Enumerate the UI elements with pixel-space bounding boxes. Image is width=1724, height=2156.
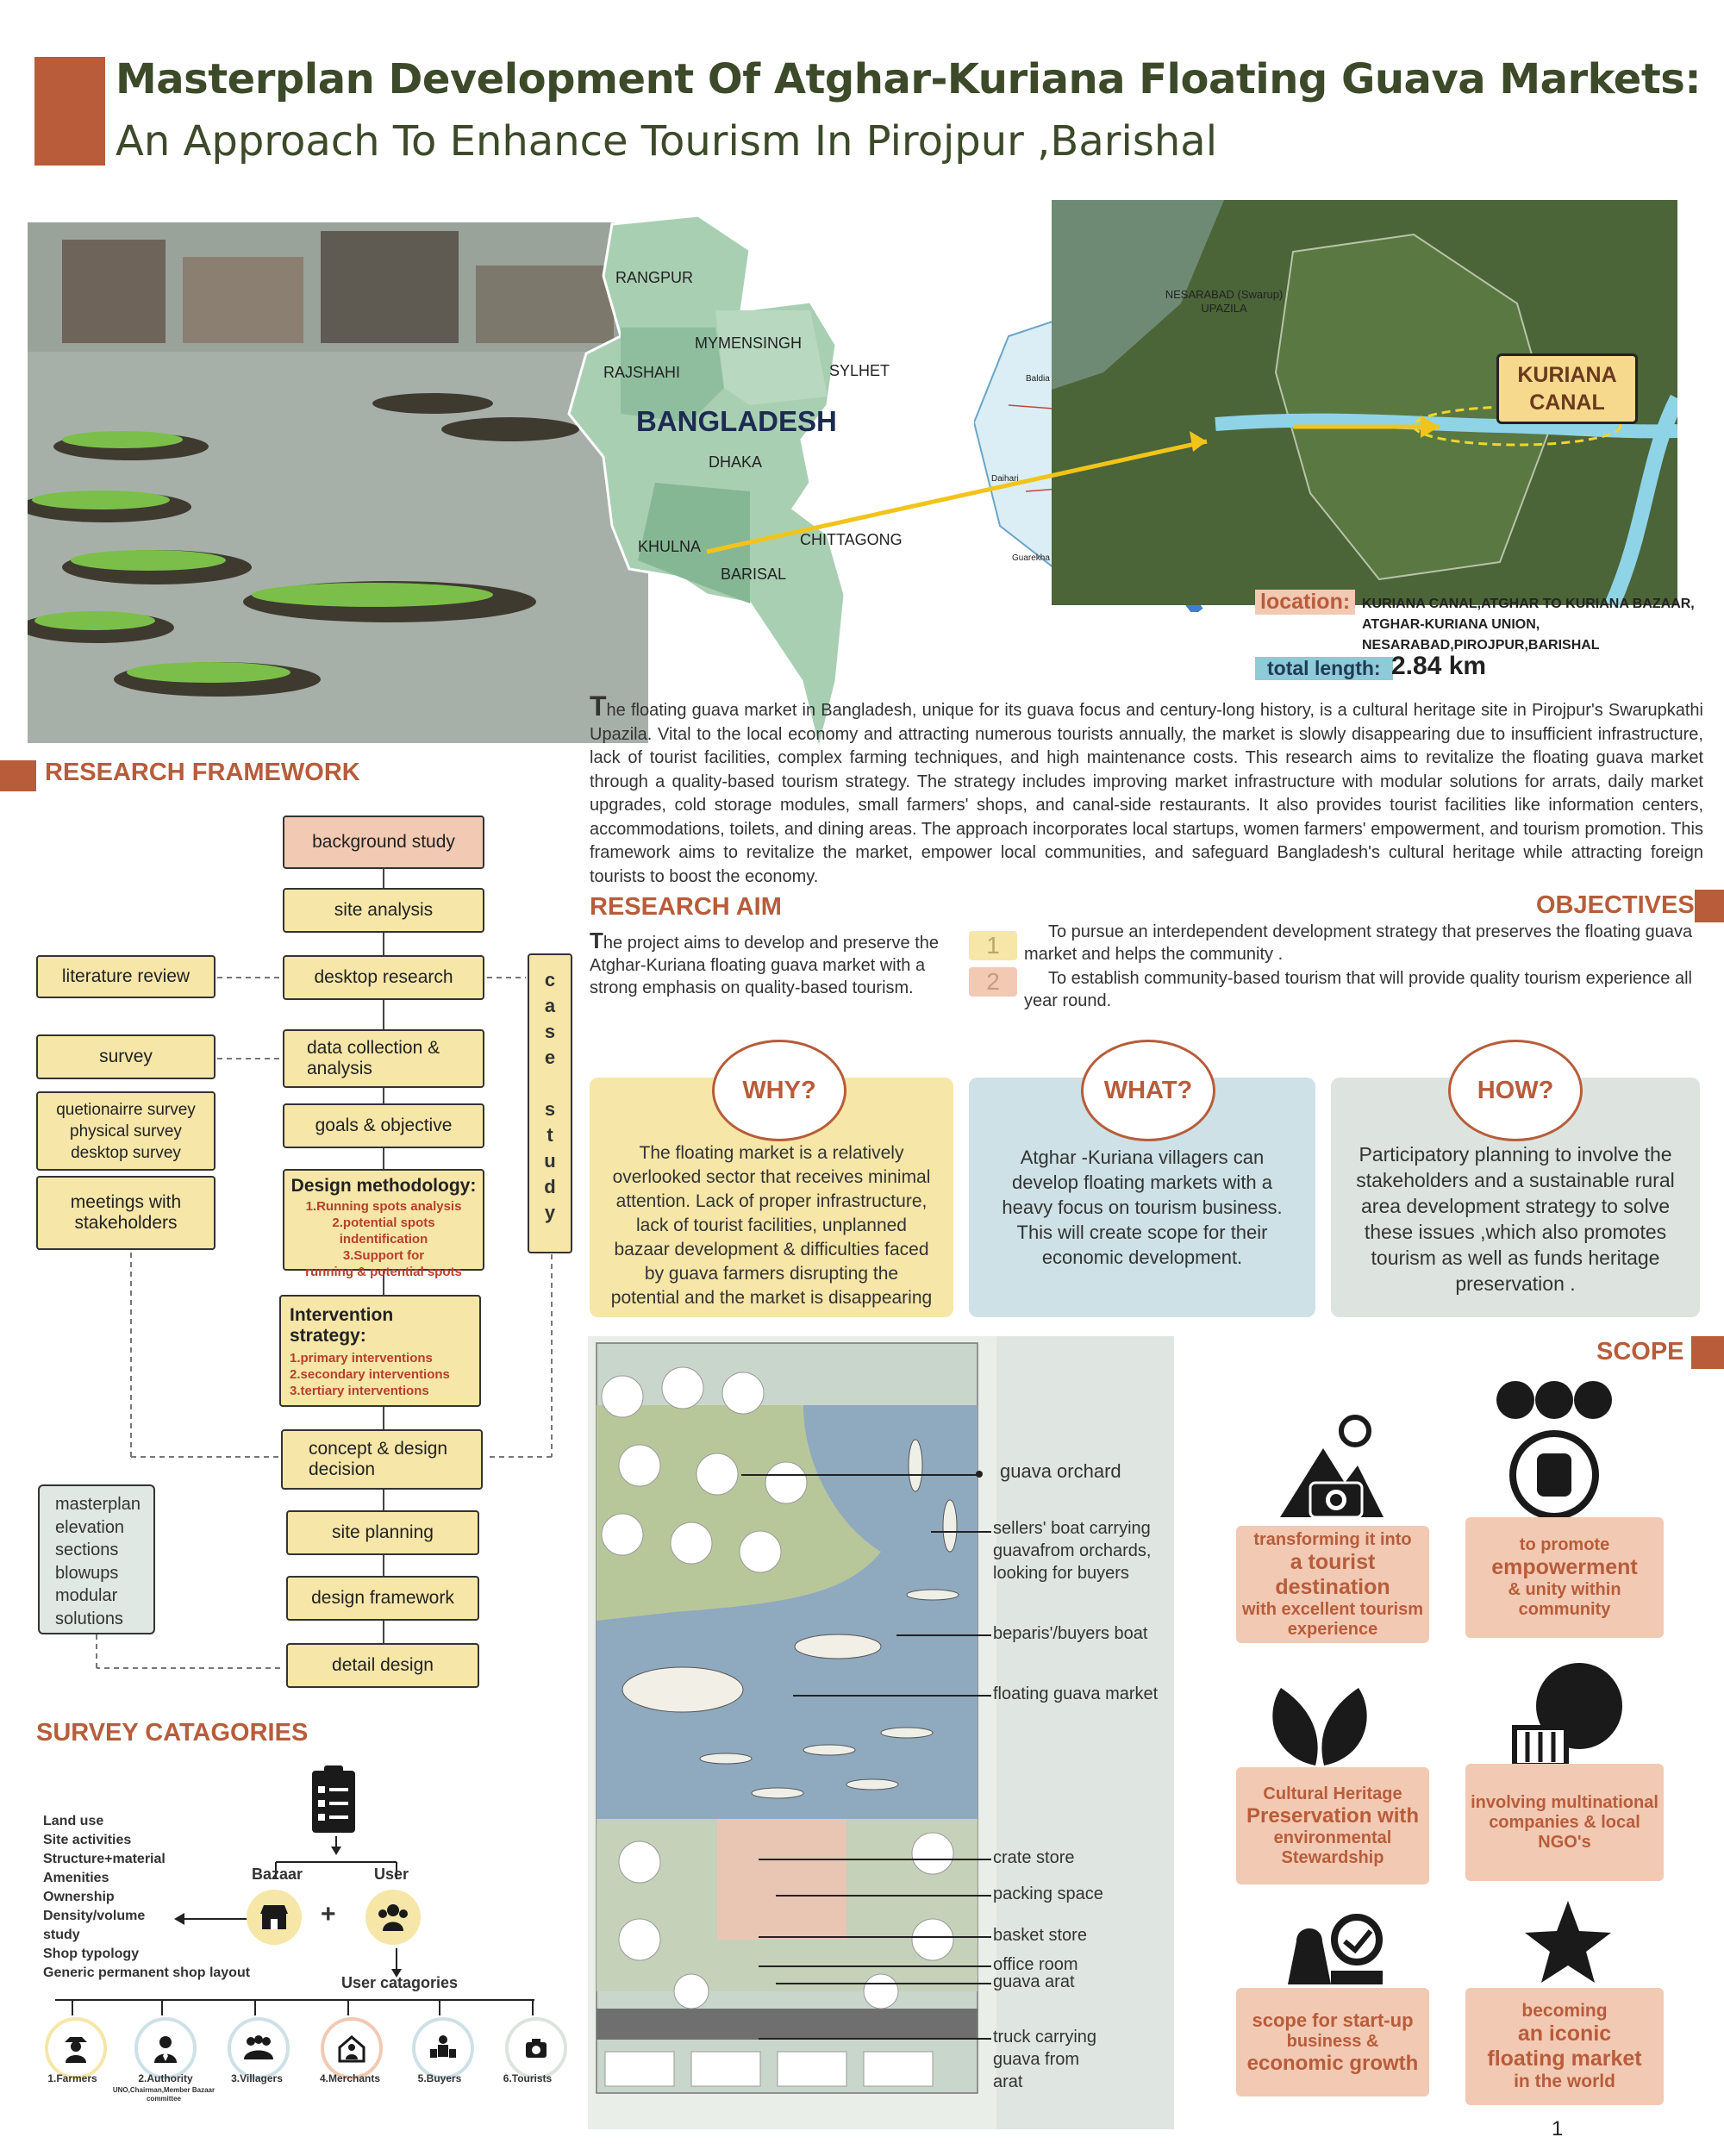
case-letter: u xyxy=(544,1150,556,1172)
place-label: Guarekha xyxy=(1012,553,1050,563)
framework-heading: RESEARCH FRAMEWORK xyxy=(45,759,360,786)
region-label: DHAKA xyxy=(709,453,763,471)
category-label: 6.Tourists xyxy=(503,2072,553,2084)
label-office-room: office room xyxy=(993,1955,1078,1974)
scope-card-tourism xyxy=(1236,1526,1429,1643)
why-bubble: WHY? xyxy=(712,1040,846,1141)
leader-line xyxy=(759,1936,991,1938)
page-number: 1 xyxy=(1552,2117,1564,2140)
meetings-box: meetings with stakeholders xyxy=(36,1176,216,1250)
region-label: MYMENSINGH xyxy=(695,334,803,352)
leaves-icon xyxy=(1264,1679,1376,1774)
objectives-accent xyxy=(1695,890,1724,922)
page-subtitle: An Approach To Enhance Tourism In Pirojpur ,Barishal xyxy=(116,117,1218,166)
leader-line xyxy=(759,1859,991,1860)
label-line: arat xyxy=(993,2072,1023,2091)
detail-design-box: detail design xyxy=(286,1643,479,1688)
scope-line: business & xyxy=(1286,2031,1379,2051)
objective-text: To pursue an interdependent development strategy that preserves the floating guava market and helps the community . xyxy=(1024,922,1693,964)
region-label: SYLHET xyxy=(829,362,890,379)
region-label: CHITTAGONG xyxy=(800,531,903,548)
label-line: guavafrom orchards, xyxy=(993,1541,1152,1560)
region-label: KHULNA xyxy=(638,538,702,555)
leader-line xyxy=(931,1531,991,1533)
label-floating-market: floating guava market xyxy=(993,1684,1159,1703)
user-label: User xyxy=(374,1865,409,1883)
output-item: solutions xyxy=(55,1609,123,1628)
total-length-value: 2.84 km xyxy=(1391,652,1487,680)
bazaar-label: Bazaar xyxy=(252,1865,303,1883)
label-buyers-boat: beparis'/buyers boat xyxy=(993,1624,1148,1643)
intervention-item: 2.secondary interventions xyxy=(290,1367,450,1382)
survey-list-item: Amenities xyxy=(43,1871,109,1885)
globe-building-icon xyxy=(1510,1659,1622,1771)
why-text: The floating market is a relatively overlooked sector that receives minimal attention. Lack of proper infrastructure, lack of tourist facilities, unplanned bazaar development & difficulties faced by guava farmers disrupting the potential and the market is disappearing xyxy=(610,1143,933,1308)
scope-line: Stewardship xyxy=(1281,1847,1384,1867)
label-basket-store: basket store xyxy=(993,1926,1087,1945)
farmer-icon xyxy=(45,2017,107,2079)
concept-box: concept & design decision xyxy=(281,1429,483,1490)
case-letter: e xyxy=(544,1047,556,1068)
scope-card-empowerment xyxy=(1465,1517,1664,1638)
location-tag: location: xyxy=(1255,590,1355,615)
scope-line: transforming it into xyxy=(1253,1529,1412,1549)
region-label: RANGPUR xyxy=(615,269,694,286)
label-crate-store: crate store xyxy=(993,1848,1075,1867)
scope-heading: SCOPE xyxy=(1596,1338,1684,1365)
case-letter: s xyxy=(544,1098,556,1120)
how-bubble: HOW? xyxy=(1448,1040,1583,1141)
scope-line: experience xyxy=(1287,1619,1378,1639)
scope-card-startup xyxy=(1236,1988,1429,2097)
label-packing-space: packing space xyxy=(993,1884,1103,1903)
scope-card-ngo xyxy=(1465,1764,1664,1881)
location-line: ATGHAR-KURIANA UNION, xyxy=(1362,617,1540,632)
survey-connectors xyxy=(0,0,603,2156)
label-line: truck carrying xyxy=(993,2028,1097,2047)
method-item: running & potential spots xyxy=(305,1265,462,1279)
leader-dot xyxy=(976,1471,983,1478)
user-categories-label: User catagories xyxy=(341,1974,459,1991)
scope-line: scope for start-up xyxy=(1252,2009,1414,2031)
merchant-icon xyxy=(321,2017,383,2079)
survey-list-item: Structure+material xyxy=(43,1852,166,1866)
output-item: blowups xyxy=(55,1563,119,1583)
bazaar-icon xyxy=(247,1890,302,1945)
output-item: sections xyxy=(55,1540,119,1559)
scope-line: environmental xyxy=(1273,1828,1392,1847)
site-planning-box: site planning xyxy=(286,1510,479,1555)
leader-line xyxy=(741,1474,979,1476)
intro-text: he floating guava market in Bangladesh, unique for its guava focus and century-long history, is a cultural heritage site in Pirojpur's Swarupkathi Upazila. Vital to the local economy and attracting numerous tourists annually, the market is slowly disappearing due to insufficient infrastructure, lack of tourist facilities, complex farming techniques, and high maintenance costs. This research aims to revitalize the floating guava market through a quality-based tourism strategy. The strategy includes improving market infrastructure with modular solutions for arrats, daily market upgrades, cold storage modules, small farmers' shops, and canal-side restaurants. It also provides tourist facilities like information centers, accommodations, toilets, and dining areas. The approach incorporates local startups, women farmers' empowerment, and tourism promotion. This framework aims to revitalize the market, empower local communities, and safeguard Bangladesh's cultural heritage while attracting foreign tourists to boost the economy. xyxy=(590,701,1703,886)
case-letter: d xyxy=(544,1176,556,1197)
survey-box: survey xyxy=(36,1034,216,1079)
objective-text: To establish community-based tourism that will provide quality tourism experience all year round. xyxy=(1024,969,1692,1010)
mountain-camera-icon xyxy=(1276,1414,1388,1526)
label-truck xyxy=(993,2026,1096,2093)
scope-line: in the world xyxy=(1514,2072,1615,2091)
survey-heading: SURVEY CATAGORIES xyxy=(36,1719,309,1747)
label-guava-orchard: guava orchard xyxy=(1000,1460,1121,1482)
scope-line: a tourist destination xyxy=(1275,1549,1390,1599)
scope-accent xyxy=(1691,1336,1724,1369)
survey-list-item: Density/volume xyxy=(43,1909,146,1923)
page-title: Masterplan Development Of Atghar-Kuriana Floating Guava Markets: xyxy=(116,55,1702,103)
plus-sign: + xyxy=(321,1900,336,1928)
scope-card-heritage xyxy=(1236,1767,1429,1884)
objectives-heading: OBJECTIVES xyxy=(1536,891,1695,919)
scope-line: becoming xyxy=(1521,2001,1608,2021)
user-group-icon xyxy=(365,1890,421,1945)
money-growth-icon xyxy=(1288,1907,1391,1993)
objective-num-1: 1 xyxy=(969,931,1017,960)
scope-line: economic growth xyxy=(1246,2051,1419,2075)
survey-list-item: Land use xyxy=(43,1814,104,1828)
region-label: RAJSHAHI xyxy=(603,364,681,381)
scope-line: Cultural Heritage xyxy=(1263,1784,1402,1803)
scope-line: with excellent tourism xyxy=(1241,1599,1424,1619)
star-hand-icon xyxy=(1521,1897,1615,1991)
drop-cap: T xyxy=(590,928,603,953)
how-text: Participatory planning to involve the stakeholders and a sustainable rural area development strategy to solve these issues ,which also promotes tourism as well as funds heritage preservation . xyxy=(1356,1143,1675,1295)
aim-text xyxy=(590,929,952,999)
survey-type: desktop survey xyxy=(71,1143,181,1162)
survey-list-item: Generic permanent shop layout xyxy=(43,1965,251,1980)
scope-line: companies & local xyxy=(1489,1812,1640,1832)
case-letter: c xyxy=(544,969,556,991)
category-label: 2.Authority xyxy=(138,2072,193,2084)
case-letter: t xyxy=(547,1124,553,1146)
label-guava-arat: guava arat xyxy=(993,1972,1075,1991)
method-item: 2.potential spots indentification xyxy=(332,1215,435,1247)
case-letter: s xyxy=(544,1021,556,1042)
intervention-item: 3.tertiary interventions xyxy=(290,1384,429,1398)
upazila-label: NESARABAD (Swarup) UPAZILA xyxy=(1165,288,1284,315)
intro-paragraph xyxy=(590,691,1703,889)
region-label: BARISAL xyxy=(721,566,787,583)
total-length-tag: total length: xyxy=(1255,657,1393,680)
category-label: 1.Farmers xyxy=(47,2072,97,2084)
output-item: elevation xyxy=(55,1517,125,1537)
location-line: KURIANA CANAL,ATGHAR TO KURIANA BAZAAR, xyxy=(1362,597,1695,611)
what-text: Atghar -Kuriana villagers can develop floating markets with a heavy focus on tourism business. This will create scope for their economic development. xyxy=(1002,1147,1283,1268)
leader-line xyxy=(759,1965,991,1967)
label-line: guava from xyxy=(993,2050,1080,2069)
scope-card-iconic xyxy=(1465,1988,1664,2105)
method-item: 1.Running spots analysis xyxy=(305,1199,462,1214)
label-line: sellers' boat carrying xyxy=(993,1519,1151,1538)
leader-line xyxy=(896,1634,991,1636)
category-sublabel: UNO,Chairman,Member Bazaar committee xyxy=(112,2086,216,2103)
survey-list-item: Ownership xyxy=(43,1890,115,1904)
output-item: masterplan xyxy=(55,1495,141,1514)
place-label: Daihari xyxy=(991,474,1019,484)
leader-line xyxy=(776,1983,991,1984)
scope-line: & unity within xyxy=(1508,1580,1621,1599)
drop-cap: T xyxy=(590,691,607,722)
objective-1 xyxy=(1024,921,1705,966)
what-bubble: WHAT? xyxy=(1081,1040,1215,1141)
data-collection-box: data collection & analysis xyxy=(283,1029,484,1088)
category-label: 4.Merchants xyxy=(319,2072,381,2084)
fist-people-icon xyxy=(1490,1376,1619,1522)
output-item: modular xyxy=(55,1586,118,1605)
survey-type: physical survey xyxy=(70,1122,182,1140)
location-line: NESARABAD,PIROJPUR,BARISHAL xyxy=(1362,638,1600,653)
scope-line: community xyxy=(1518,1600,1611,1619)
literature-review-box: literature review xyxy=(36,955,216,998)
site-analysis-box: site analysis xyxy=(283,888,484,933)
case-letter: a xyxy=(544,995,556,1016)
scope-line: to promote xyxy=(1519,1535,1610,1554)
leader-line xyxy=(776,1895,991,1897)
scope-line: NGO's xyxy=(1538,1832,1591,1852)
scope-line: floating market xyxy=(1487,2047,1642,2071)
desktop-research-box: desktop research xyxy=(283,955,484,1000)
scope-line: involving multinational xyxy=(1471,1792,1658,1812)
country-label: BANGLADESH xyxy=(636,405,837,437)
intervention-item: 1.primary interventions xyxy=(290,1351,433,1365)
scope-line: empowerment xyxy=(1491,1555,1638,1579)
buyer-icon xyxy=(412,2017,474,2079)
background-study-box: background study xyxy=(283,816,484,869)
leader-line xyxy=(793,1695,991,1697)
objective-2 xyxy=(1024,967,1705,1012)
survey-list-item: study xyxy=(43,1928,80,1942)
aim-heading: RESEARCH AIM xyxy=(590,893,782,921)
site-plan xyxy=(588,1336,1174,2129)
category-label: 5.Buyers xyxy=(417,2072,462,2084)
goals-box: goals & objective xyxy=(283,1103,484,1148)
tourist-icon xyxy=(505,2017,567,2079)
leader-line xyxy=(759,2038,991,2040)
intervention-title: Intervention strategy: xyxy=(290,1305,394,1346)
aim-body: he project aims to develop and preserve the Atghar-Kuriana floating guava market with a strong emphasis on quality-based tourism. xyxy=(590,934,940,997)
case-letter: y xyxy=(544,1202,556,1223)
design-methodology-title: Design methodology: xyxy=(290,1176,477,1196)
category-label: 3.Villagers xyxy=(231,2072,283,2084)
survey-list-item: Site activities xyxy=(43,1833,132,1847)
place-label: Baldia xyxy=(1026,374,1050,384)
label-line: looking for buyers xyxy=(993,1564,1129,1583)
scope-line: Preservation with xyxy=(1246,1803,1420,1828)
authority-icon xyxy=(134,2017,197,2079)
survey-list-item: Shop typology xyxy=(43,1947,140,1961)
objective-num-2: 2 xyxy=(969,967,1017,997)
method-item: 3.Support for xyxy=(342,1248,425,1263)
villagers-icon xyxy=(228,2017,290,2079)
kuriana-canal-label: KURIANA CANAL xyxy=(1496,353,1638,424)
survey-type: quetionairre survey xyxy=(56,1100,196,1119)
label-sellers-boat xyxy=(993,1517,1151,1584)
design-framework-box: design framework xyxy=(286,1576,479,1621)
scope-line: an iconic xyxy=(1517,2022,1612,2046)
